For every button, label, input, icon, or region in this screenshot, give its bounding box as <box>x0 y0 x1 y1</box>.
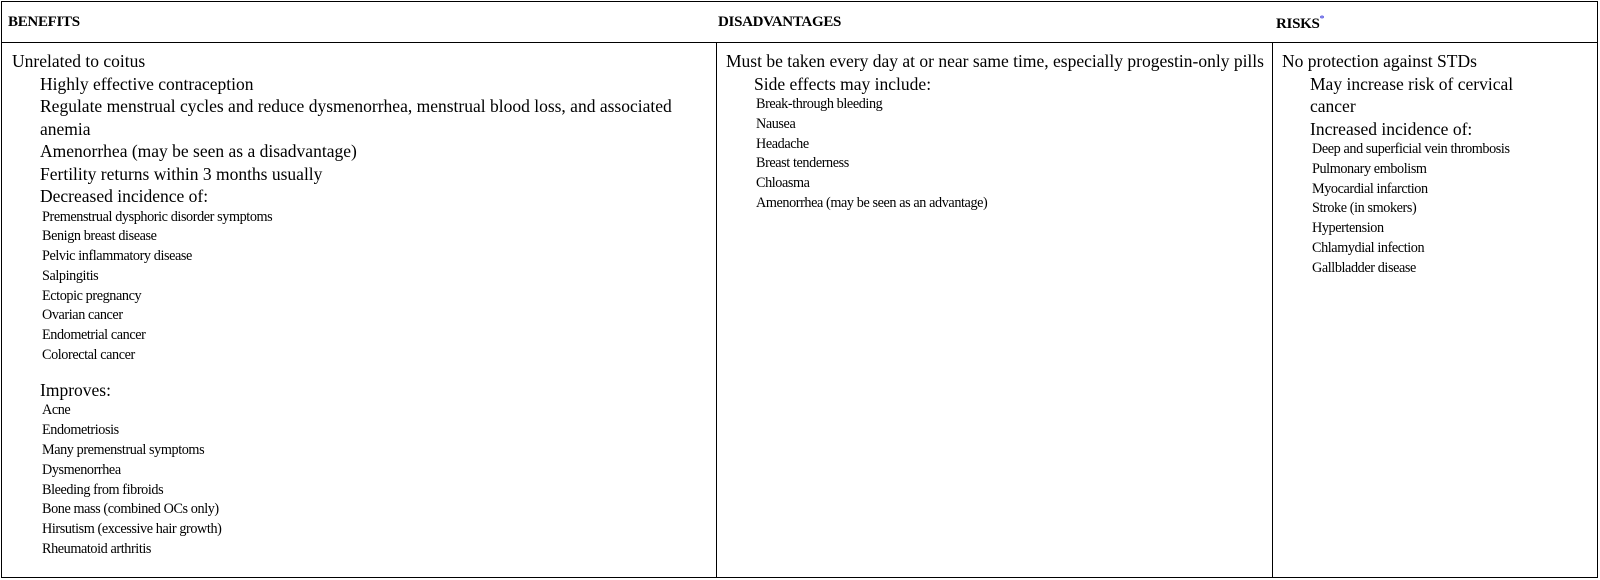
improves-label: Improves: <box>40 379 111 400</box>
list-item: Endometriosis <box>42 422 119 439</box>
list-item: Amenorrhea (may be seen as an advantage) <box>756 194 988 211</box>
list-item: Stroke (in smokers) <box>1312 200 1417 217</box>
list-item: Gallbladder disease <box>1312 259 1416 276</box>
risks-column <box>1282 43 1596 577</box>
list-item: Bleeding from fibroids <box>42 481 164 498</box>
list-item: Hypertension <box>1312 220 1384 237</box>
disadvantages-intro: Must be taken every day at or near same time, especially progestin-only pills <box>726 51 1264 71</box>
header-risks-label: RISKS <box>1276 16 1320 32</box>
side-effects-label: Side effects may include: <box>754 73 932 94</box>
list-item: Ovarian cancer <box>42 307 123 324</box>
column-divider-1 <box>716 43 717 577</box>
list-item: Hirsutism (excessive hair growth) <box>42 521 222 538</box>
header-benefits: BENEFITS <box>8 14 80 30</box>
list-item: Nausea <box>756 115 796 132</box>
list-item: Ectopic pregnancy <box>42 287 142 304</box>
column-divider-2 <box>1272 43 1273 577</box>
benefit-item: Highly effective contraception <box>40 73 254 94</box>
footnote-marker: * <box>1319 14 1325 25</box>
list-item: Rheumatoid arthritis <box>42 540 152 557</box>
list-item: Headache <box>756 135 809 152</box>
list-item: Salpingitis <box>42 267 99 284</box>
list-item: Bone mass (combined OCs only) <box>42 501 219 518</box>
benefit-item: Decreased incidence of: <box>40 186 209 206</box>
list-item: Dysmenorrhea <box>42 461 121 478</box>
comparison-table <box>1 1 1598 578</box>
list-item: Deep and superficial vein thrombosis <box>1312 141 1510 157</box>
list-item: Myocardial infarction <box>1312 180 1428 197</box>
risk-item: May increase risk of cervical cancer <box>1310 73 1514 116</box>
list-item: Endometrial cancer <box>42 327 146 344</box>
header-risks <box>1276 14 1324 33</box>
benefits-intro: Unrelated to coitus <box>12 51 146 71</box>
disadvantages-column <box>726 43 1271 577</box>
benefit-item: Fertility returns within 3 months usually <box>40 163 323 184</box>
list-item: Many premenstrual symptoms <box>42 441 205 458</box>
benefit-item: Amenorrhea (may be seen as a disadvantage) <box>40 141 357 161</box>
list-item: Chloasma <box>756 175 810 192</box>
increased-label: Increased incidence of: <box>1310 118 1473 139</box>
benefits-column <box>12 43 712 577</box>
list-item: Chlamydial infection <box>1312 239 1425 256</box>
list-item: Pulmonary embolism <box>1312 160 1427 177</box>
list-item: Acne <box>42 402 71 419</box>
header-disadvantages: DISADVANTAGES <box>718 14 842 30</box>
list-item: Breast tenderness <box>756 155 849 172</box>
list-item: Premenstrual dysphoric disorder symptoms <box>42 208 273 225</box>
header-row <box>2 2 1597 43</box>
benefit-item: Regulate menstrual cycles and reduce dysmenorrhea, menstrual blood loss, and associated anemia <box>40 96 672 139</box>
list-item: Pelvic inflammatory disease <box>42 248 192 265</box>
list-item: Benign breast disease <box>42 228 157 245</box>
list-item: Colorectal cancer <box>42 347 135 364</box>
risks-intro: No protection against STDs <box>1282 51 1477 71</box>
list-item: Break-through bleeding <box>756 96 883 112</box>
